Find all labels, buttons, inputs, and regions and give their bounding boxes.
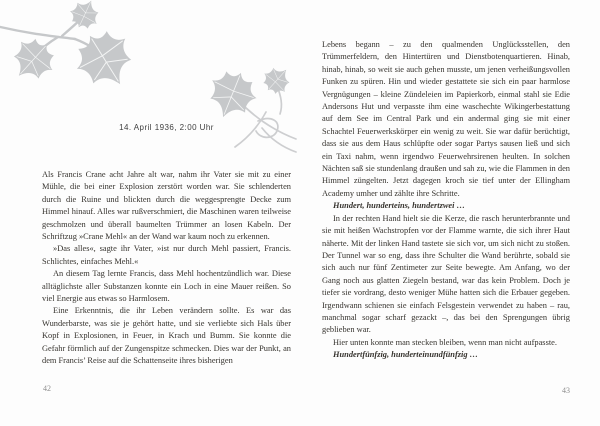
ivy-leaf-icon [258,61,297,100]
paragraph: Eine Erkenntnis, die ihr Leben verändern sollte. Es war das Wunderbarste, was sie je gehört hatte, und sie verliebte sich Hals über Kopf in Explosionen, in Feuer, in Krach und Bumm. Sie konnte die Gefahr förmlich auf der Zungenspitze schmecken. Dies war der Punkt, an dem Francis’ Reise auf die Schattenseite ihres bisherigen [42,306,291,366]
left-page-text [42,169,291,368]
ivy-vine-decoration [0,0,320,160]
paragraph: Hundertfünfzig, hunderteinundfünfzig … [333,350,478,360]
paragraph: Lebens begann – zu den qualmenden Unglücksstellen, den Trümmerfeldern, den Hintertüren und Dienstbotenquartieren. Hinab, hinab, hinab, so weit sie auch gehen musste, um jenen verheißungsvollen Funken zu spüren. Hin und wieder gestattete sie sich ein paar harmlose Vergnügungen – kleine Zündeleien im Papierkorb, einmal stahl sie Edie Andersons Hut und verpasste ihm eine waschechte Wikingerbestattung auf dem See im Central Park und ein andermal ging sie mit einer Schachtel Feuerwerkskörper ein wenig zu weit. Sie war dafür berüchtigt, dass sie aus dem Haus schlüpfte oder sogar Partys sausen ließ und sich ein Taxi nahm, wenn irgendwo Feuerwehrsirenen heulten. In solchen Nächten saß sie stundenlang draußen und sah zu, wie die Flammen in den Himmel züngelten. Jetzt dagegen kroch sie tief unter der Ellingham Academy umher und zählte ihre Schritte. [322,40,570,198]
paragraph: Hier unten konnte man stecken bleiben, wenn man nicht aufpasste. [333,337,557,347]
paragraph: An diesem Tag lernte Francis, dass Mehl hochentzündlich war. Diese alltäglichste aller Substanzen konnte ein Loch in eine Mauer reißen. So viel Energie aus etwas so Harmlosem. [42,269,291,304]
page-number-right: 43 [562,386,570,395]
right-page-text [322,39,570,362]
chapter-date-header: 14. April 1936, 2:00 Uhr [119,123,214,132]
ivy-leaf-icon [201,64,263,126]
paragraph: Hundert, hunderteins, hundertzwei … [333,201,465,211]
paragraph: »Das alles«, sagte ihr Vater, »ist nur durch Mehl passiert, Francis. Schlichtes, einfaches Mehl.« [42,244,291,266]
paragraph: Als Francis Crane acht Jahre alt war, nahm ihr Vater sie mit zu einer Mühle, die bei einer Explosion zerstört worden war. Sie schlenderten durch die Ruine und blickten durch die weggesprengte Decke zum Himmel hinauf. Alles war rußverschmiert, die Maschinen waren teilweise geschmolzen und überall baumelten Trümmer an losen Kabeln. Der Schriftzug »Crane Mehl« an der Wand war kaum noch zu erkennen. [42,170,291,242]
page-number-left: 42 [43,384,51,393]
paragraph: In der rechten Hand hielt sie die Kerze, die rasch herunterbrannte und sie mit heißen Wachstropfen vor der Flamme warnte, die sich ihrer Haut näherte. Mit der linken Hand tastete sie sich vor, um sich nicht zu stoßen. Der Tunnel war so eng, dass ihre Schulter die Wand berührte, sobald sie sich auch nur fünf Zentimeter zur Seite bewegte. Am Anfang, wo der Gang noch aus glatten Ziegeln bestand, war das kein Problem. Doch je tiefer sie vordrang, desto weniger Mühe hatten sich die Erbauer gegeben. Irgendwann schienen sie einfach Felsgestein verwendet zu haben – rau, manchmal sogar scharf gezackt –, das bei den Sprengungen übrig geblieben war. [322,213,570,335]
ivy-leaf-icon [66,21,145,100]
